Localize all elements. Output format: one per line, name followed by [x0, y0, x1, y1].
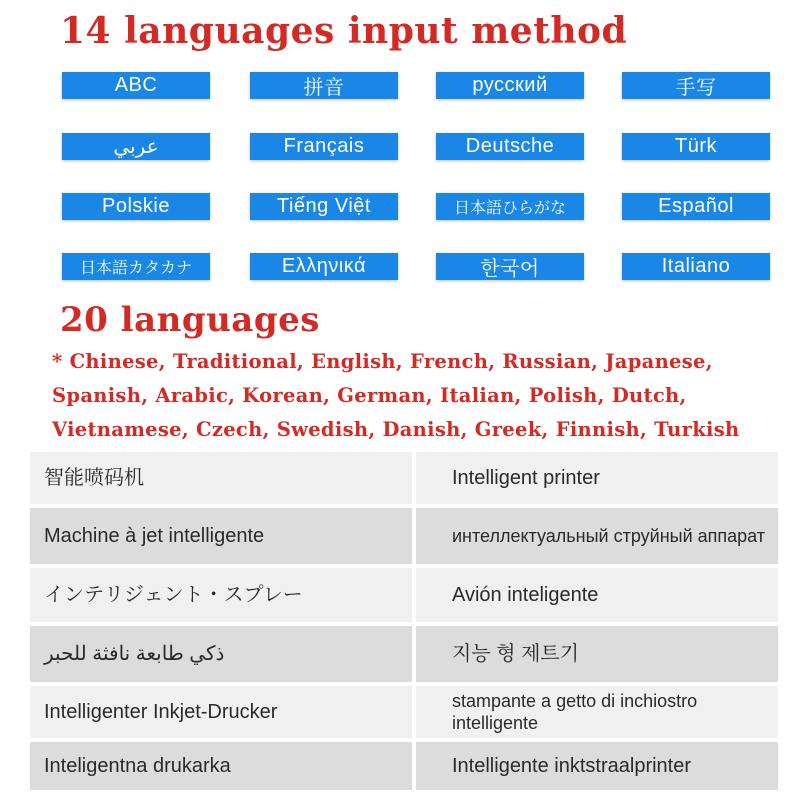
- chip-japanese-hiragana: 日本語ひらがな: [436, 193, 584, 220]
- title-languages: 20 languages: [60, 300, 320, 340]
- translation-chinese: 智能喷码机: [30, 452, 412, 504]
- translation-arabic: ذكي طابعة نافثة للحبر: [30, 626, 412, 682]
- chip-abc: ABC: [62, 72, 210, 99]
- chip-french: Français: [250, 133, 398, 160]
- languages-list: * Chinese, Traditional, English, French, Russian, Japanese, Spanish, Arabic, Korean, German, Italian, Polish, Dutch, Vietnamese, Czech, Swedish, Danish, Greek, Finnish, Turkish: [52, 350, 740, 441]
- translation-table: [30, 452, 778, 790]
- chip-spanish: Español: [622, 193, 770, 220]
- translation-korean: 지능 형 제트기: [416, 626, 778, 682]
- translation-russian: интеллектуальный струйный аппарат: [416, 508, 778, 564]
- chip-vietnamese: Tiếng Việt: [250, 193, 398, 220]
- translation-dutch: Intelligente inktstraalprinter: [416, 742, 778, 790]
- chip-handwriting: 手写: [622, 72, 770, 99]
- table-row: [30, 508, 778, 564]
- chip-polish: Polskie: [62, 193, 210, 220]
- chip-korean: 한국어: [436, 253, 584, 280]
- translation-japanese: インテリジェント・スプレー: [30, 568, 412, 622]
- table-row: [30, 686, 778, 738]
- translation-french: Machine à jet intelligente: [30, 508, 412, 564]
- input-method-grid: [62, 72, 772, 280]
- chip-german: Deutsche: [436, 133, 584, 160]
- table-row: [30, 626, 778, 682]
- table-row: [30, 452, 778, 504]
- translation-polish: Inteligentna drukarka: [30, 742, 412, 790]
- chip-pinyin: 拼音: [250, 72, 398, 99]
- translation-german: Intelligenter Inkjet-Drucker: [30, 686, 412, 738]
- translation-english: Intelligent printer: [416, 452, 778, 504]
- chip-greek: Ελληνικά: [250, 253, 398, 280]
- chip-russian: русский: [436, 72, 584, 99]
- table-row: [30, 568, 778, 622]
- chip-arabic: عربي: [62, 133, 210, 160]
- table-row: [30, 742, 778, 790]
- translation-italian: stampante a getto di inchiostro intelligente: [416, 686, 778, 738]
- chip-japanese-katakana: 日本語カタカナ: [62, 253, 210, 280]
- title-input-methods: 14 languages input method: [60, 10, 628, 52]
- translation-spanish: Avión inteligente: [416, 568, 778, 622]
- chip-italian: Italiano: [622, 253, 770, 280]
- chip-turkish: Türk: [622, 133, 770, 160]
